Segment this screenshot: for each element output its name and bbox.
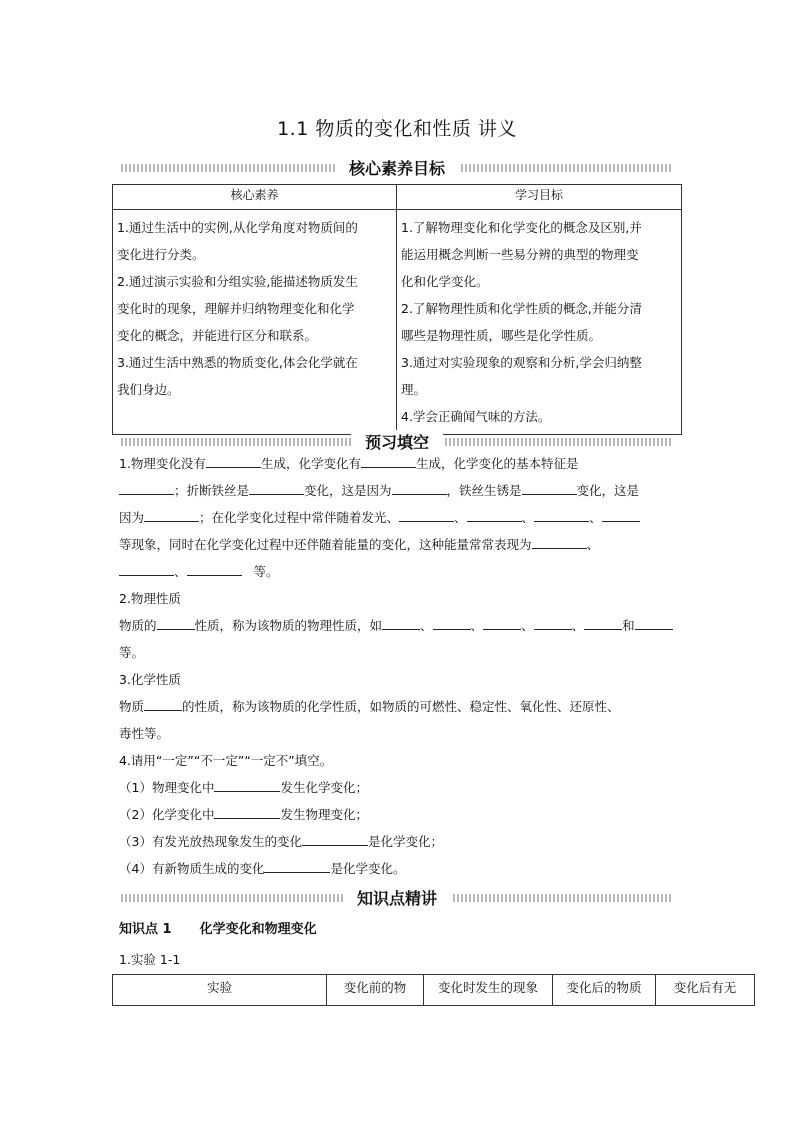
- text: 因为: [119, 510, 145, 525]
- fill-blank[interactable]: [119, 480, 174, 495]
- core-line: 我们身边。: [117, 382, 180, 397]
- page-title: 1.1 物质的变化和性质 讲义: [277, 118, 517, 140]
- separator: 、: [521, 510, 535, 525]
- q2-line: [119, 612, 679, 639]
- core-line: 变化的概念，并能进行区分和联系。: [117, 328, 318, 343]
- fill-blank[interactable]: [602, 507, 640, 522]
- fill-blank[interactable]: [522, 480, 577, 495]
- fill-blank[interactable]: [157, 615, 195, 630]
- fill-blank[interactable]: [534, 507, 589, 522]
- goals-table: [112, 184, 682, 435]
- objective-line: 能运用概念判断一些易分辨的典型的物理变: [401, 247, 639, 262]
- q3-title: 3.化学性质: [119, 672, 181, 687]
- fill-blank[interactable]: [302, 831, 368, 846]
- text: （4）有新物质生成的变化: [119, 861, 265, 876]
- core-line: 2.通过演示实验和分组实验,能描述物质发生: [117, 274, 358, 289]
- fill-blank[interactable]: [584, 615, 622, 630]
- fill-blank[interactable]: [399, 507, 454, 522]
- core-line: 变化时的现象，理解并归纳物理变化和化学: [117, 301, 355, 316]
- text: 变化，这是: [576, 483, 640, 498]
- section-title-core: 核心素养目标: [335, 156, 459, 179]
- fill-blank[interactable]: [382, 615, 420, 630]
- text: 物质: [119, 699, 145, 714]
- q4-title: 4.请用“一定”“不一定”“一定不”填空。: [119, 753, 333, 768]
- q2-line: 等。: [119, 645, 145, 660]
- q2-title: 2.物理性质: [119, 591, 181, 606]
- q3-line: 毒性等。: [119, 726, 170, 741]
- fill-blank[interactable]: [467, 507, 522, 522]
- separator: 、: [589, 510, 602, 525]
- goals-header-objectives: 学习目标: [397, 185, 682, 210]
- text: 是化学变化。: [330, 861, 406, 876]
- q1-line: [119, 450, 679, 477]
- text: 等。: [253, 564, 279, 579]
- exp-header: 实验: [113, 975, 327, 1006]
- separator: 、: [521, 618, 534, 633]
- text: 性质，称为该物质的物理性质，如: [194, 618, 383, 633]
- exp-header: 变化前的物: [327, 975, 424, 1006]
- text: 的性质，称为该物质的化学性质，如物质的可燃性、稳定性、氧化性、还原性、: [182, 699, 620, 714]
- objective-line: 哪些是物理性质，哪些是化学性质。: [401, 328, 602, 343]
- text: ，铁丝生锈是: [446, 483, 522, 498]
- goals-cell-core: [113, 210, 397, 435]
- text: ；在化学变化过程中常伴随着发光、: [199, 510, 400, 525]
- fill-blank[interactable]: [214, 804, 280, 819]
- objective-line: 3.通过对实验现象的观察和分析,学会归纳整: [401, 355, 642, 370]
- goals-header-core: 核心素养: [113, 185, 397, 210]
- text: 物质的: [119, 618, 157, 633]
- preview-questions: [119, 450, 679, 882]
- text: （2）化学变化中: [119, 807, 215, 822]
- fill-blank[interactable]: [206, 453, 261, 468]
- fill-blank[interactable]: [264, 858, 330, 873]
- text: ；折断铁丝是: [174, 483, 250, 498]
- exp-header: 变化后的物质: [553, 975, 656, 1006]
- fill-blank[interactable]: [392, 480, 447, 495]
- q4-item: [119, 801, 679, 828]
- objective-line: 4.学会正确闻气味的方法。: [401, 409, 551, 424]
- fill-blank[interactable]: [187, 561, 242, 576]
- fill-blank[interactable]: [534, 615, 572, 630]
- exp-header: 变化时发生的现象: [424, 975, 553, 1006]
- separator: 、: [454, 510, 467, 525]
- goals-cell-objectives: [397, 210, 682, 435]
- text: 发生化学变化；: [280, 780, 368, 795]
- section-title-preview: 预习填空: [351, 430, 443, 453]
- text: 是化学变化；: [367, 834, 443, 849]
- core-line: 1.通过生活中的实例,从化学角度对物质间的: [117, 220, 358, 235]
- text: 变化，这是因为: [304, 483, 392, 498]
- knowledge-point-heading: [119, 918, 345, 937]
- experiment-label: 1.实验 1-1: [119, 952, 181, 967]
- section-header-knowledge: [121, 888, 673, 908]
- core-line: 3.通过生活中熟悉的物质变化,体会化学就在: [117, 355, 358, 370]
- experiment-table: [112, 974, 755, 1006]
- fill-blank[interactable]: [144, 507, 199, 522]
- core-line: 变化进行分类。: [117, 247, 205, 262]
- section-header-core: [121, 158, 673, 178]
- text: （3）有发光放热现象发生的变化: [119, 834, 302, 849]
- text: 生成，化学变化的基本特征是: [415, 456, 579, 471]
- q3-line: [119, 693, 679, 720]
- fill-blank[interactable]: [635, 615, 673, 630]
- fill-blank[interactable]: [433, 615, 471, 630]
- exp-header: 变化后有无: [656, 975, 755, 1006]
- q4-item: [119, 855, 679, 882]
- text: 生成，化学变化有: [260, 456, 361, 471]
- fill-blank[interactable]: [361, 453, 416, 468]
- section-header-preview: [121, 432, 673, 452]
- text: 1.物理变化没有: [119, 456, 206, 471]
- q1-line: [119, 504, 679, 531]
- fill-blank[interactable]: [483, 615, 521, 630]
- q4-item: [119, 828, 679, 855]
- knowledge-point-number: 知识点 1: [119, 922, 172, 937]
- fill-blank[interactable]: [119, 561, 174, 576]
- objective-line: 理。: [401, 382, 427, 397]
- fill-blank[interactable]: [532, 534, 587, 549]
- text: 和: [622, 618, 635, 633]
- q1-line: [119, 477, 679, 504]
- text: （1）物理变化中: [119, 780, 215, 795]
- objective-line: 化和化学变化。: [401, 274, 489, 289]
- separator: 、: [470, 618, 484, 633]
- q1-line: [119, 531, 679, 558]
- text: 发生物理变化；: [280, 807, 368, 822]
- separator: 、: [586, 537, 600, 552]
- fill-blank[interactable]: [214, 777, 280, 792]
- q1-line: [119, 558, 679, 585]
- section-title-knowledge: 知识点精讲: [343, 886, 451, 909]
- q4-item: [119, 774, 679, 801]
- separator: 、: [571, 618, 585, 633]
- separator: 、: [174, 564, 187, 579]
- fill-blank[interactable]: [249, 480, 304, 495]
- separator: 、: [420, 618, 433, 633]
- objective-line: 2.了解物理性质和化学性质的概念,并能分清: [401, 301, 642, 316]
- objective-line: 1.了解物理变化和化学变化的概念及区别,并: [401, 220, 642, 235]
- text: 等现象，同时在化学变化过程中还伴随着能量的变化，这种能量常常表现为: [119, 537, 532, 552]
- fill-blank[interactable]: [144, 696, 182, 711]
- knowledge-point-title: 化学变化和物理变化: [199, 922, 317, 937]
